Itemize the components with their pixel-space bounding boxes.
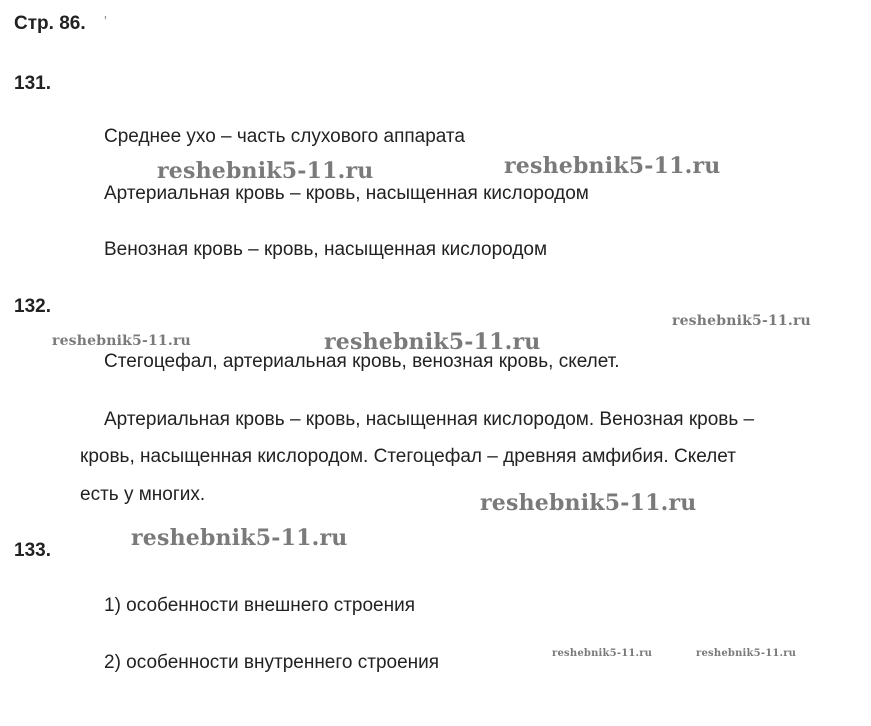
task-132-line-4: есть у многих. (80, 484, 206, 505)
task-number-131: 131. (14, 73, 51, 94)
watermark: reshebnik5-11.ru (552, 648, 653, 659)
watermark: reshebnik5-11.ru (52, 333, 191, 349)
watermark: reshebnik5-11.ru (696, 648, 797, 659)
task-131-line-2: Артериальная кровь – кровь, насыщенная кислородом (104, 183, 589, 204)
watermark: reshebnik5-11.ru (324, 329, 541, 355)
watermark: reshebnik5-11.ru (131, 525, 348, 551)
task-132-line-2: Артериальная кровь – кровь, насыщенная кислородом. Венозная кровь – (104, 409, 755, 430)
watermark: reshebnik5-11.ru (672, 313, 811, 329)
task-132-line-3: кровь, насыщенная кислородом. Стегоцефал – древняя амфибия. Скелет (80, 446, 736, 467)
task-131-line-1: Среднее ухо – часть слухового аппарата (104, 126, 465, 147)
watermark: reshebnik5-11.ru (480, 490, 697, 516)
task-number-133: 133. (14, 540, 51, 561)
page-title: Стр. 86. (14, 13, 86, 34)
task-133-line-1: 1) особенности внешнего строения (104, 595, 416, 616)
task-number-132: 132. (14, 296, 51, 317)
task-131-line-3: Венозная кровь – кровь, насыщенная кислородом (104, 239, 548, 260)
task-133-line-2: 2) особенности внутреннего строения (104, 652, 440, 673)
watermark: reshebnik5-11.ru (504, 153, 721, 179)
watermark: reshebnik5-11.ru (157, 158, 374, 184)
task-132-line-1: Стегоцефал, артериальная кровь, венозная кровь, скелет. (104, 351, 620, 372)
stray-mark: ' (104, 13, 107, 30)
